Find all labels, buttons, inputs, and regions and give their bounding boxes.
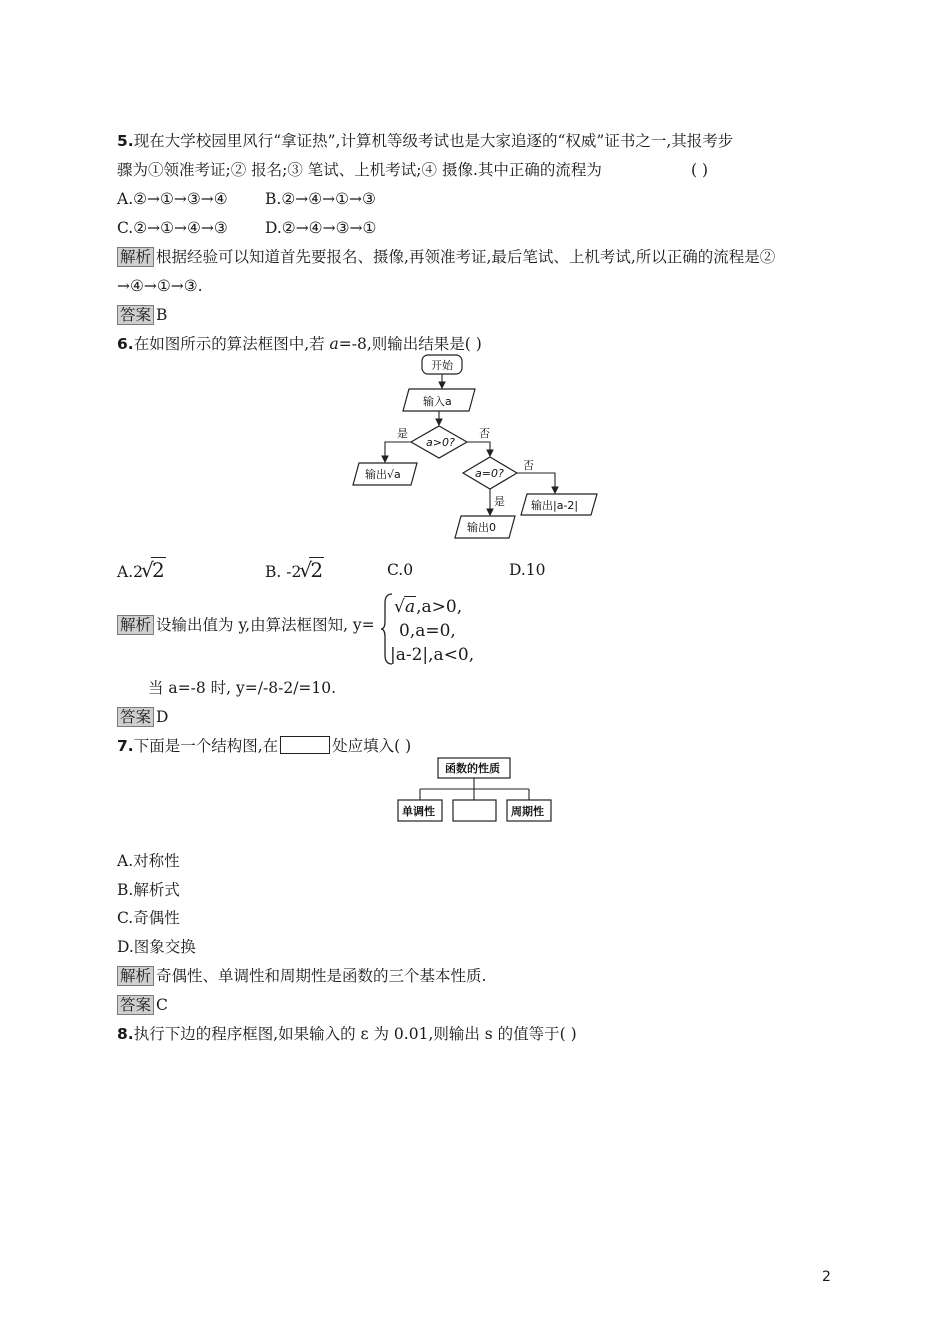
- q5-analysis-line2: →④→①→③.: [117, 277, 203, 295]
- q5-option-a: A.②→①→③→④: [117, 190, 228, 208]
- q5-analysis-line1: 根据经验可以知道首先要报名、摄像,再领准考证,最后笔试、上机考试,所以正确的流程是②: [156, 248, 776, 266]
- q7-analysis-text: 奇偶性、单调性和周期性是函数的三个基本性质.: [156, 967, 487, 985]
- diagram-right-label: 周期性: [511, 805, 544, 818]
- diagram-top-label: 函数的性质: [445, 762, 500, 775]
- q5-stem-line1: 现在大学校园里风行“拿证热”,计算机等级考试也是大家追逐的“权威”证书之一,其报考步: [133, 132, 734, 150]
- flow-output-zero-label: 输出0: [467, 521, 496, 534]
- q6-analysis-text: 设输出值为 y,由算法框图知, y=: [156, 616, 375, 634]
- q7-analysis-tag: 解析: [117, 966, 154, 986]
- q7-number: 7.: [117, 737, 134, 755]
- flow-yes1-label: 是: [397, 427, 408, 440]
- q8-number: 8.: [117, 1025, 134, 1043]
- q6-answer-value: D: [156, 708, 169, 726]
- q6-case2: 0,a=0,: [399, 621, 456, 641]
- q5-number: 5.: [117, 132, 134, 150]
- q6-stem-a: 在如图所示的算法框图中,若: [133, 335, 330, 353]
- q5-stem-line2: 骤为①领准考证;② 报名;③ 笔试、上机考试;④ 摄像.其中正确的流程为: [117, 161, 602, 179]
- q6-case3: |a-2|,a<0,: [390, 645, 475, 665]
- q5-answer-tag: 答案: [117, 305, 154, 325]
- q6-case1-radicand: a: [405, 597, 416, 617]
- sqrt-icon: √: [140, 558, 154, 582]
- q6-answer-tag: 答案: [117, 707, 154, 727]
- q6-option-b-radicand: 2: [310, 558, 324, 582]
- q7-blank-box: [280, 736, 330, 754]
- q6-option-a-sqrt: [140, 558, 166, 582]
- diagram-middle-box: [453, 800, 496, 821]
- q6-option-b-prefix: B. -2: [265, 563, 302, 581]
- q7-answer-tag: 答案: [117, 995, 154, 1015]
- q7-answer: [117, 995, 168, 1015]
- q5-line1: [117, 131, 733, 151]
- q6-option-a: [117, 560, 166, 582]
- q6-flowchart: [345, 352, 605, 542]
- flow-cond2-label: a=0?: [475, 467, 504, 480]
- q5-analysis-tag: 解析: [117, 247, 154, 267]
- q7-stem-b: 处应填入( ): [332, 737, 412, 755]
- sqrt-icon: √: [299, 558, 313, 582]
- flow-no2-label: 否: [523, 459, 534, 472]
- sqrt-icon: √: [394, 597, 405, 617]
- q6-option-a-prefix: A.2: [117, 563, 143, 581]
- page-number: 2: [822, 1269, 831, 1285]
- q6-option-a-radicand: 2: [151, 558, 165, 582]
- q6-analysis-tag: 解析: [117, 615, 154, 635]
- q5-line2: [117, 160, 602, 180]
- q5-paren: ( ): [691, 161, 709, 179]
- q8-stem: [117, 1024, 577, 1044]
- q7-answer-value: C: [156, 996, 168, 1014]
- flow-start-label: 开始: [431, 359, 453, 372]
- q6-analysis-line2: 当 a=-8 时, y=/-8-2/=10.: [148, 679, 337, 697]
- q6-number: 6.: [117, 335, 134, 353]
- flow-input-label: 输入a: [423, 395, 452, 408]
- q7-option-b: B.解析式: [117, 881, 180, 899]
- flow-cond1-label: a>0?: [426, 436, 455, 449]
- q6-option-d: D.10: [509, 561, 546, 579]
- flow-output-sqrt-label: 输出√a: [365, 468, 401, 481]
- q7-structure-diagram: [395, 756, 555, 826]
- flow-yes2-label: 是: [494, 495, 505, 508]
- q6-case1-text: ,a>0,: [416, 597, 463, 617]
- q5-answer: [117, 305, 167, 325]
- diagram-left-label: 单调性: [402, 805, 435, 818]
- q5-option-c: C.②→①→④→③: [117, 219, 228, 237]
- q6-stem-b: =-8,则输出结果是( ): [338, 335, 482, 353]
- q5-analysis: [117, 247, 775, 267]
- q7-stem-a: 下面是一个结构图,在: [133, 737, 279, 755]
- flow-output-abs-label: 输出|a-2|: [531, 499, 579, 512]
- q6-option-c: C.0: [387, 561, 414, 579]
- q7-option-d: D.图象交换: [117, 938, 196, 956]
- q6-case1: [396, 597, 462, 617]
- q7-stem: [117, 736, 411, 756]
- q6-stem-var: a: [329, 335, 339, 353]
- flow-no1-label: 否: [479, 427, 490, 440]
- q8-stem-text: 执行下边的程序框图,如果输入的 ε 为 0.01,则输出 s 的值等于( ): [133, 1025, 577, 1043]
- q6-option-b: [265, 560, 324, 582]
- q6-option-b-sqrt: [301, 560, 324, 582]
- q5-option-b: B.②→④→①→③: [265, 190, 376, 208]
- q7-analysis: [117, 966, 486, 986]
- q5-option-d: D.②→④→③→①: [265, 219, 377, 237]
- q6-stem: [117, 334, 482, 354]
- q6-answer: [117, 707, 168, 727]
- q6-analysis: [117, 615, 375, 635]
- q7-option-a: A.对称性: [117, 852, 180, 870]
- q5-answer-value: B: [156, 306, 168, 324]
- q7-option-c: C.奇偶性: [117, 909, 180, 927]
- q6-case1-sqrt: [396, 597, 416, 617]
